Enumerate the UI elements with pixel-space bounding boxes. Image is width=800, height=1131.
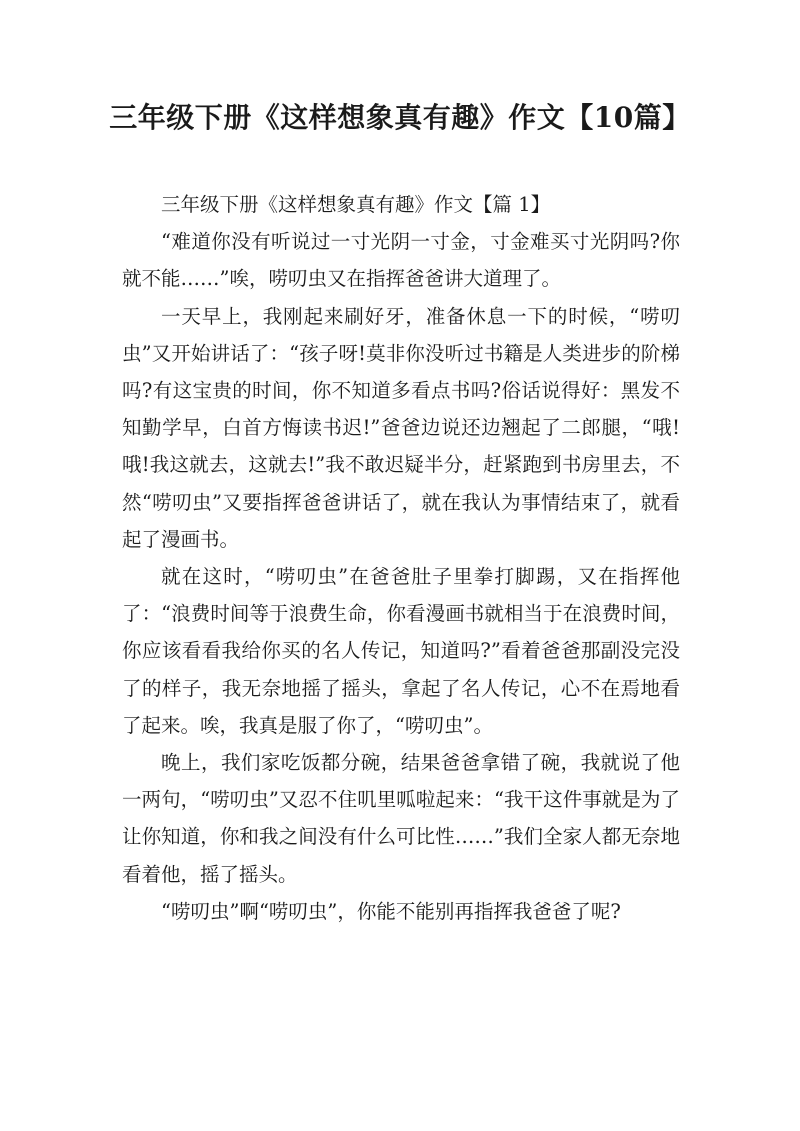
document-body — [122, 186, 680, 930]
paragraph-3: 就在这时，“唠叨虫”在爸爸肚子里拳打脚踢，又在指挥他了：“浪费时间等于浪费生命，你看漫画书就相当于在浪费时间，你应该看看我给你买的名人传记，知道吗?”看着爸爸那副没完没了的样子，我无奈地摇了摇头，拿起了名人传记，心不在焉地看了起来。唉，我真是服了你了，“唠叨虫”。 — [122, 565, 680, 737]
paragraph-5: “唠叨虫”啊“唠叨虫”，你能不能别再指挥我爸爸了呢? — [161, 899, 621, 923]
document-title: 三年级下册《这样想象真有趣》作文【10篇】 — [109, 101, 691, 134]
paragraph-2: 一天早上，我刚起来刷好牙，准备休息一下的时候，“唠叨虫”又开始讲话了：“孩子呀!莫非你没听过书籍是人类进步的阶梯吗?有这宝贵的时间，你不知道多看点书吗?俗话说得好：黑发不知勤学早，白首方悔读书迟!”爸爸边说还边翘起了二郎腿，“哦!哦!我这就去，这就去!”我不敢迟疑半分，赶紧跑到书房里去，不然“唠叨虫”又要指挥爸爸讲话了，就在我认为事情结束了，就看起了漫画书。 — [122, 304, 680, 551]
paragraph-1: “难道你没有听说过一寸光阴一寸金，寸金难买寸光阴吗?你就不能……”唉，唠叨虫又在指挥爸爸讲大道理了。 — [122, 230, 680, 291]
paragraph-4: 晚上，我们家吃饭都分碗，结果爸爸拿错了碗，我就说了他一两句，“唠叨虫”又忍不住叽里呱啦起来：“我干这件事就是为了让你知道，你和我之间没有什么可比性……”我们全家人都无奈地看着他，摇了摇头。 — [122, 751, 680, 886]
section-heading: 三年级下册《这样想象真有趣》作文【篇 1】 — [161, 193, 551, 216]
